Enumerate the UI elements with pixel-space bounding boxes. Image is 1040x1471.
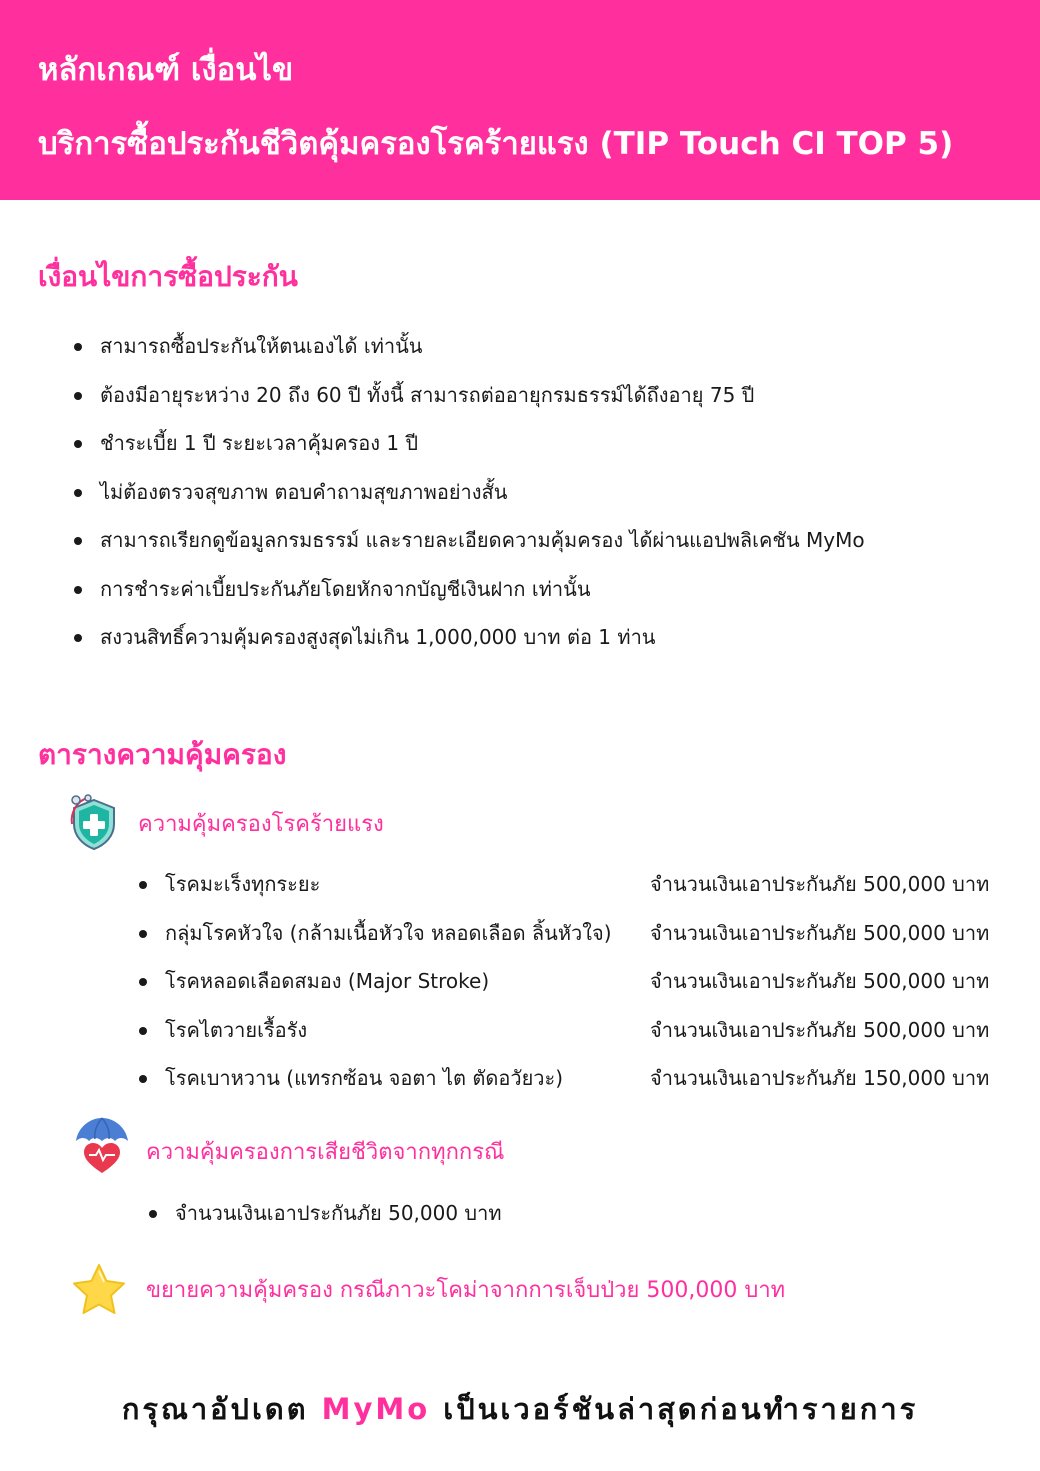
bullet <box>139 930 147 938</box>
bullet <box>139 1075 147 1083</box>
disease-name: กลุ่มโรคหัวใจ (กล้ามเนื้อหัวใจ หลอดเลือด ลิ้นหัวใจ) <box>165 920 612 945</box>
sum-insured: จำนวนเงินเอาประกันภัย 500,000 บาท <box>650 969 990 993</box>
sum-insured: จำนวนเงินเอาประกันภัย 150,000 บาท <box>650 1066 990 1090</box>
sum-insured: จำนวนเงินเอาประกันภัย 500,000 บาท <box>650 920 990 945</box>
disease-name: โรคหลอดเลือดสมอง (Major Stroke) <box>165 969 490 993</box>
list-item: สงวนสิทธิ์ความคุ้มครองสูงสุดไม่เกิน 1,000,000 บาท ต่อ 1 ท่าน <box>70 619 1010 668</box>
bullet <box>139 881 147 889</box>
table-row <box>135 866 995 915</box>
bullet <box>139 978 147 986</box>
footer-brand: MyMo <box>321 1392 431 1426</box>
disease-name: โรคมะเร็งทุกระยะ <box>165 872 321 896</box>
star-icon <box>70 1262 128 1322</box>
table-row <box>135 1060 995 1109</box>
list-item: ชำระเบี้ย 1 ปี ระยะเวลาคุ้มครอง 1 ปี <box>70 425 1010 474</box>
sum-insured: จำนวนเงินเอาประกันภัย 500,000 บาท <box>650 872 990 896</box>
critical-illness-list <box>135 866 995 1109</box>
critical-illness-heading: ความคุ้มครองโรคร้ายแรง <box>138 812 384 837</box>
list-item: ต้องมีอายุระหว่าง 20 ถึง 60 ปี ทั้งนี้ สามารถต่ออายุกรมธรรม์ได้ถึงอายุ 75 ปี <box>70 377 1010 426</box>
accident-heading: ความคุ้มครองการเสียชีวิตจากทุกกรณี <box>146 1140 505 1165</box>
table-row <box>135 915 995 964</box>
disease-name: โรคเบาหวาน (แทรกซ้อน จอตา ไต ตัดอวัยวะ) <box>165 1066 564 1090</box>
conditions-list <box>70 328 1010 668</box>
footer-text-after: เป็นเวอร์ชันล่าสุดก่อนทำรายการ <box>430 1392 919 1426</box>
list-item <box>145 1195 502 1231</box>
shield-plus-icon <box>68 794 120 856</box>
list-item: สามารถเรียกดูข้อมูลกรมธรรม์ และรายละเอียดความคุ้มครอง ได้ผ่านแอปพลิเคชัน MyMo <box>70 522 1010 571</box>
header-title: หลักเกณฑ์ เงื่อนไข <box>38 52 294 88</box>
footer-text-before: กรุณาอัปเดต <box>121 1392 322 1426</box>
sum-insured: จำนวนเงินเอาประกันภัย 500,000 บาท <box>650 1017 990 1042</box>
disease-name: โรคไตวายเรื้อรัง <box>165 1017 308 1042</box>
extension-text: ขยายความคุ้มครอง กรณีภาวะโคม่าจากการเจ็บป่วย 500,000 บาท <box>146 1278 786 1303</box>
accident-sum-insured: จำนวนเงินเอาประกันภัย 50,000 บาท <box>175 1201 502 1225</box>
list-item: ไม่ต้องตรวจสุขภาพ ตอบคำถามสุขภาพอย่างสั้น <box>70 474 1010 523</box>
table-row <box>135 963 995 1012</box>
table-row <box>135 1012 995 1061</box>
list-item: สามารถซื้อประกันให้ตนเองได้ เท่านั้น <box>70 328 1010 377</box>
coverage-title: ตารางความคุ้มครอง <box>38 738 287 771</box>
umbrella-heart-icon <box>72 1115 132 1181</box>
bullet <box>149 1210 157 1218</box>
header-subtitle: บริการซื้อประกันชีวิตคุ้มครองโรคร้ายแรง (TIP Touch CI TOP 5) <box>38 126 954 162</box>
list-item: การชำระค่าเบี้ยประกันภัยโดยหักจากบัญชีเงินฝาก เท่านั้น <box>70 571 1010 620</box>
bullet <box>139 1027 147 1035</box>
header-banner <box>0 0 1040 200</box>
footer-notice <box>0 1386 1040 1432</box>
conditions-title: เงื่อนไขการซื้อประกัน <box>38 260 298 293</box>
